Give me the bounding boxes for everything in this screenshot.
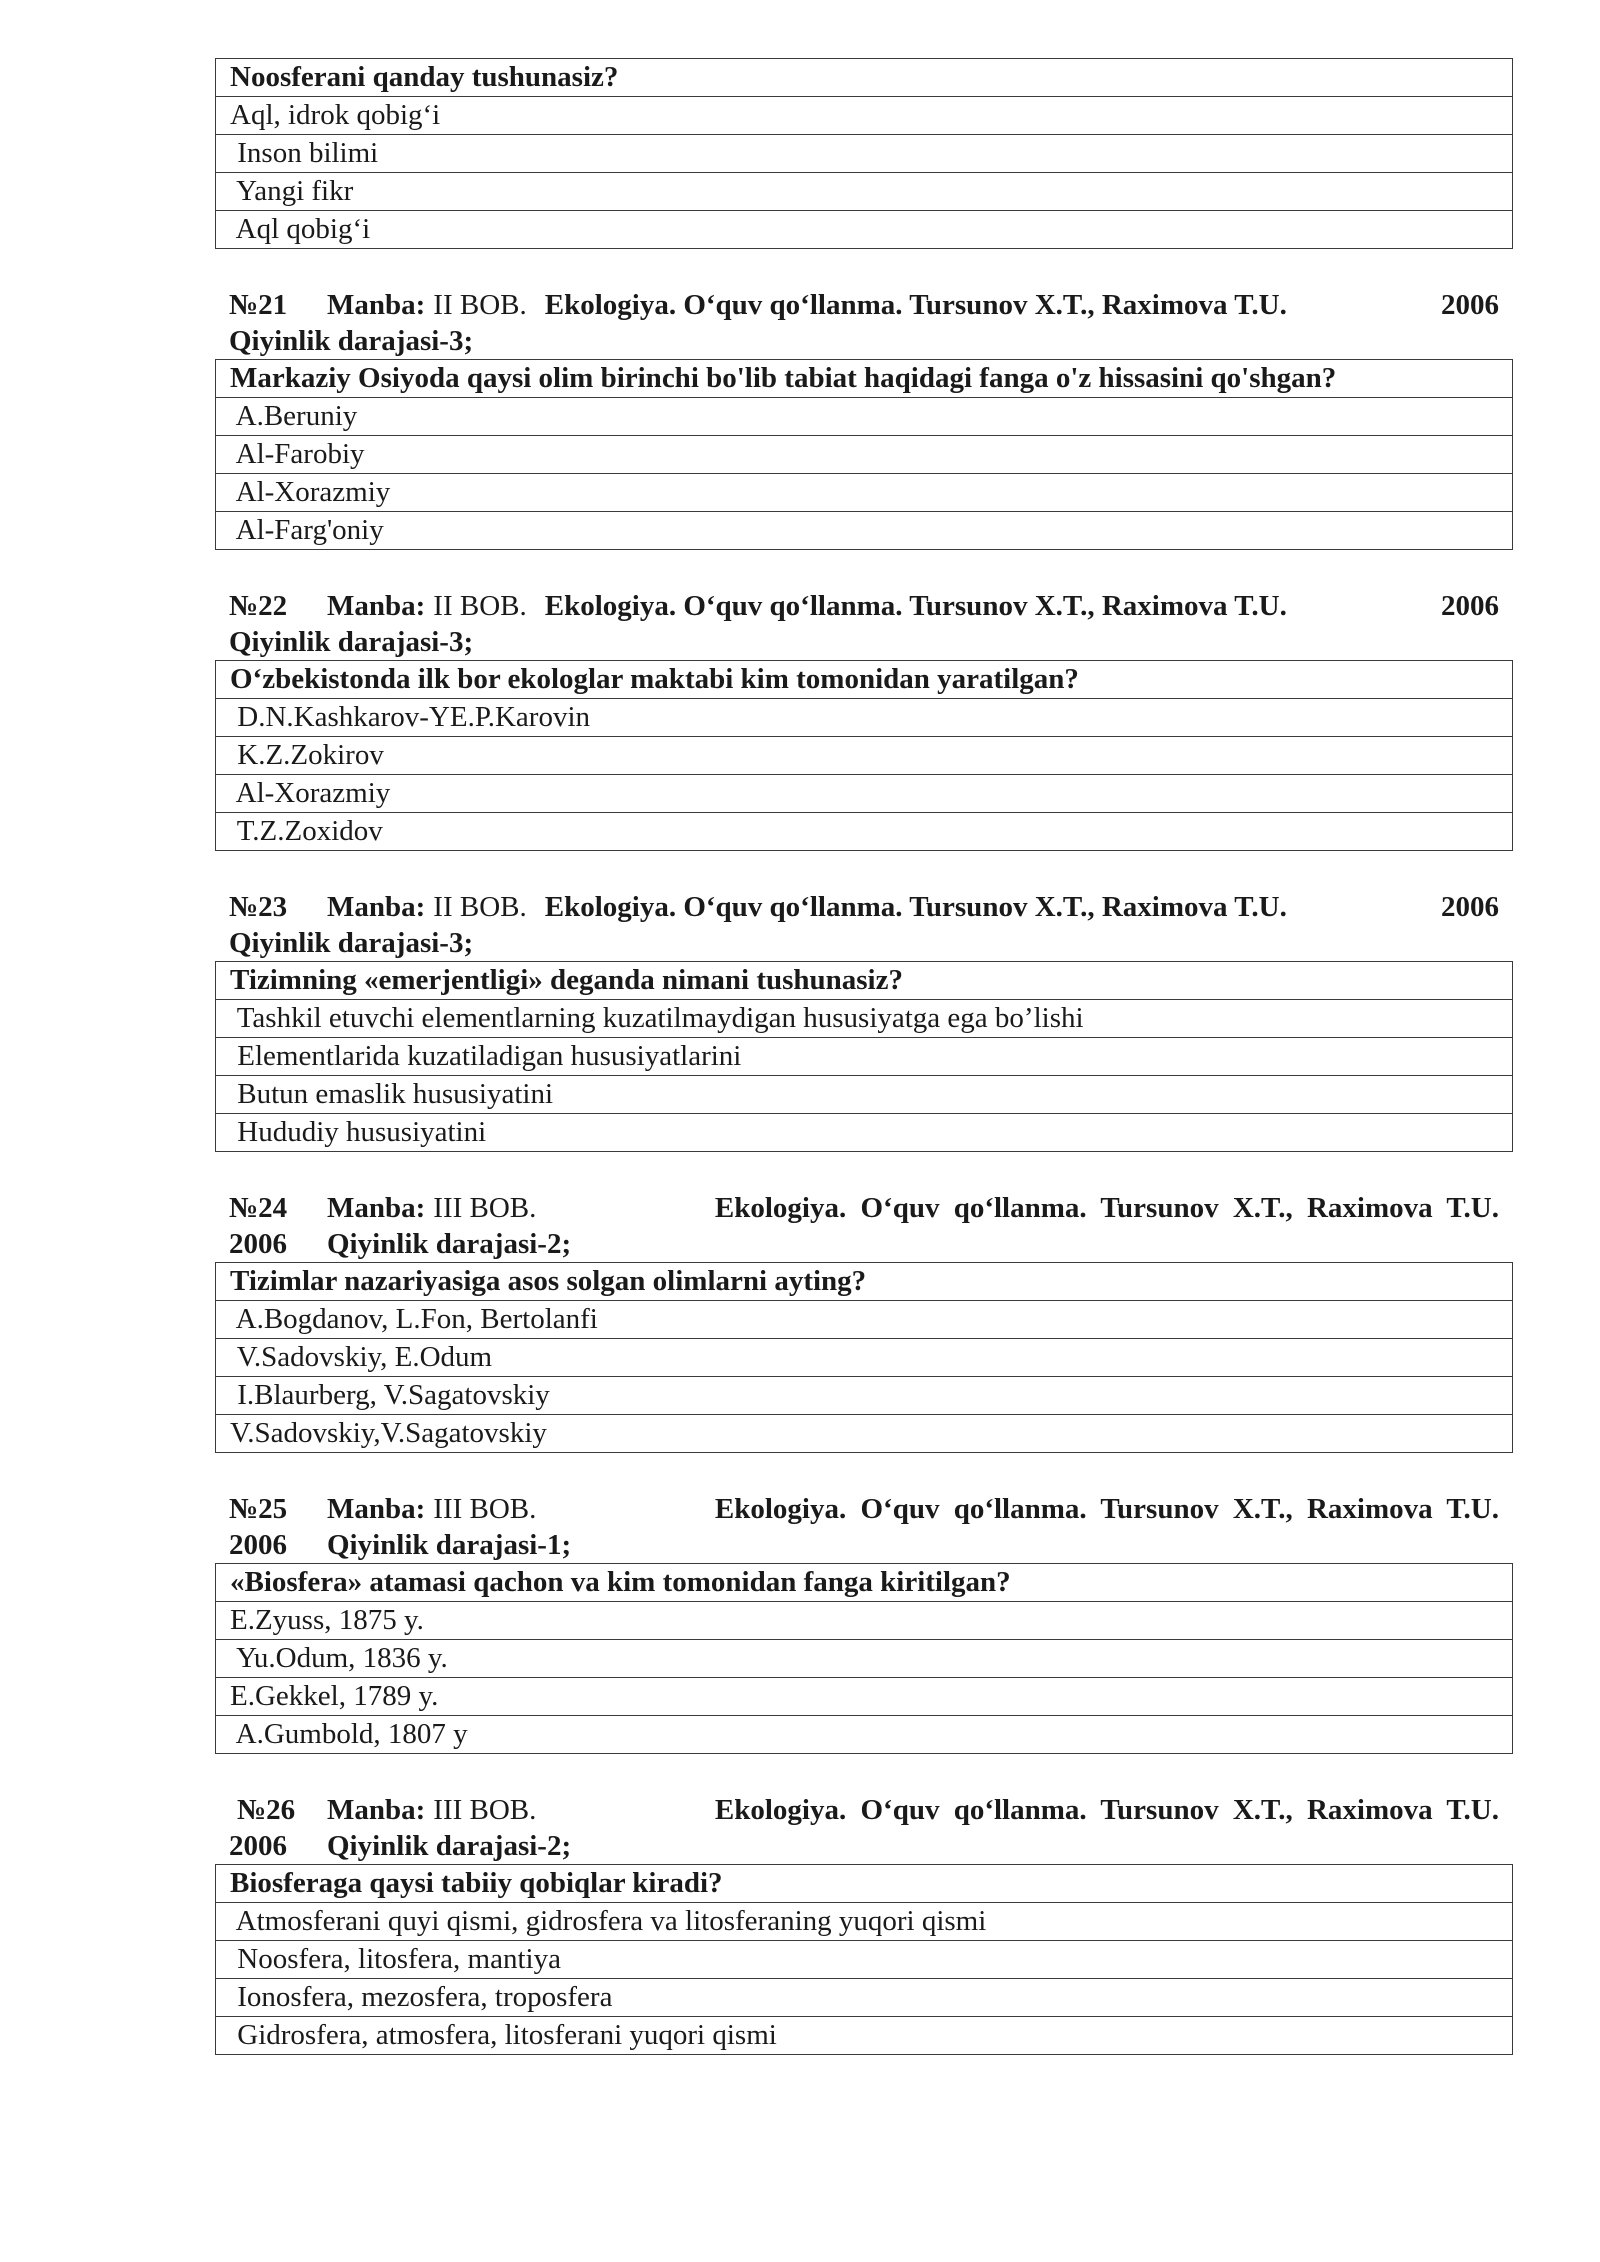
question-table	[215, 961, 1513, 1152]
answer-option: V.Sadovskiy,V.Sagatovskiy	[216, 1415, 1513, 1453]
answer-option: Hududiy hususiyatini	[216, 1114, 1513, 1152]
question-number: №25	[229, 1493, 288, 1525]
chapter-label: III BOB.	[433, 1493, 537, 1525]
difficulty-level: Qiyinlik darajasi-3;	[229, 626, 474, 658]
answer-option: I.Blaurberg, V.Sagatovskiy	[216, 1377, 1513, 1415]
question-number: №26	[237, 1794, 296, 1826]
source-year: 2006	[229, 1228, 287, 1260]
difficulty-level: Qiyinlik darajasi-2;	[327, 1830, 572, 1862]
question-text: Biosferaga qaysi tabiiy qobiqlar kiradi?	[216, 1865, 1513, 1903]
answer-option: Noosfera, litosfera, mantiya	[216, 1941, 1513, 1979]
question-header	[215, 889, 1513, 961]
question-text: Markaziy Osiyoda qaysi olim birinchi bo'lib tabiat haqidagi fanga o'z hissasini qo'shgan?	[216, 360, 1513, 398]
answer-option: E.Gekkel, 1789 y.	[216, 1678, 1513, 1716]
answer-option: D.N.Kashkarov-YE.P.Karovin	[216, 699, 1513, 737]
answer-option: Al-Xorazmiy	[216, 775, 1513, 813]
question-table	[215, 1864, 1513, 2055]
answer-option: Yangi fikr	[216, 173, 1513, 211]
question-table	[215, 1563, 1513, 1754]
answer-option: A.Beruniy	[216, 398, 1513, 436]
source-title: Ekologiya. O‘quv qo‘llanma. Tursunov X.T., Raximova T.U.	[714, 1493, 1499, 1525]
answer-option: E.Zyuss, 1875 y.	[216, 1602, 1513, 1640]
question-text: Noosferani qanday tushunasiz?	[216, 59, 1513, 97]
question-number: №22	[229, 590, 288, 622]
answer-option: T.Z.Zoxidov	[216, 813, 1513, 851]
source-label: Manba:	[327, 289, 426, 321]
source-title: Ekologiya. O‘quv qo‘llanma. Tursunov X.T., Raximova T.U.	[544, 590, 1287, 622]
answer-option: V.Sadovskiy, E.Odum	[216, 1339, 1513, 1377]
difficulty-level: Qiyinlik darajasi-2;	[327, 1228, 572, 1260]
question-header	[215, 1491, 1513, 1563]
chapter-label: II BOB.	[433, 891, 527, 923]
difficulty-level: Qiyinlik darajasi-3;	[229, 325, 474, 357]
question-text: Tizimning «emerjentligi» deganda nimani tushunasiz?	[216, 962, 1513, 1000]
source-year: 2006	[1441, 289, 1499, 321]
source-label: Manba:	[327, 1794, 426, 1826]
question-number: №24	[229, 1192, 288, 1224]
source-title: Ekologiya. O‘quv qo‘llanma. Tursunov X.T., Raximova T.U.	[714, 1192, 1499, 1224]
difficulty-level: Qiyinlik darajasi-1;	[327, 1529, 572, 1561]
question-text: Tizimlar nazariyasiga asos solgan olimlarni ayting?	[216, 1263, 1513, 1301]
question-table	[215, 660, 1513, 851]
chapter-label: II BOB.	[433, 590, 527, 622]
answer-option: Atmosferani quyi qismi, gidrosfera va litosferaning yuqori qismi	[216, 1903, 1513, 1941]
question-number: №23	[229, 891, 288, 923]
source-title: Ekologiya. O‘quv qo‘llanma. Tursunov X.T., Raximova T.U.	[544, 891, 1287, 923]
answer-option: Al-Farobiy	[216, 436, 1513, 474]
difficulty-level: Qiyinlik darajasi-3;	[229, 927, 474, 959]
source-year: 2006	[229, 1830, 287, 1862]
question-table	[215, 58, 1513, 249]
source-label: Manba:	[327, 891, 426, 923]
question-text: O‘zbekistonda ilk bor ekologlar maktabi kim tomonidan yaratilgan?	[216, 661, 1513, 699]
answer-option: Elementlarida kuzatiladigan hususiyatlarini	[216, 1038, 1513, 1076]
chapter-label: II BOB.	[433, 289, 527, 321]
answer-option: Al-Xorazmiy	[216, 474, 1513, 512]
source-title: Ekologiya. O‘quv qo‘llanma. Tursunov X.T., Raximova T.U.	[714, 1794, 1499, 1826]
answer-option: Al-Farg'oniy	[216, 512, 1513, 550]
chapter-label: III BOB.	[433, 1794, 537, 1826]
answer-option: Butun emaslik hususiyatini	[216, 1076, 1513, 1114]
source-label: Manba:	[327, 1192, 426, 1224]
source-year: 2006	[1441, 590, 1499, 622]
answer-option: Tashkil etuvchi elementlarning kuzatilmaydigan hususiyatga ega bo’lishi	[216, 1000, 1513, 1038]
question-table	[215, 1262, 1513, 1453]
question-text: «Biosfera» atamasi qachon va kim tomonidan fanga kiritilgan?	[216, 1564, 1513, 1602]
source-year: 2006	[229, 1529, 287, 1561]
chapter-label: III BOB.	[433, 1192, 537, 1224]
answer-option: Aql, idrok qobig‘i	[216, 97, 1513, 135]
source-label: Manba:	[327, 1493, 426, 1525]
question-table	[215, 359, 1513, 550]
answer-option: A.Bogdanov, L.Fon, Bertolanfi	[216, 1301, 1513, 1339]
question-number: №21	[229, 289, 288, 321]
document-page	[215, 58, 1513, 2055]
question-header	[215, 1792, 1513, 1864]
answer-option: Inson bilimi	[216, 135, 1513, 173]
answer-option: Ionosfera, mezosfera, troposfera	[216, 1979, 1513, 2017]
answer-option: K.Z.Zokirov	[216, 737, 1513, 775]
answer-option: Aql qobig‘i	[216, 211, 1513, 249]
question-header	[215, 287, 1513, 359]
answer-option: Gidrosfera, atmosfera, litosferani yuqori qismi	[216, 2017, 1513, 2055]
source-year: 2006	[1441, 891, 1499, 923]
source-title: Ekologiya. O‘quv qo‘llanma. Tursunov X.T., Raximova T.U.	[544, 289, 1287, 321]
question-header	[215, 588, 1513, 660]
answer-option: A.Gumbold, 1807 y	[216, 1716, 1513, 1754]
answer-option: Yu.Odum, 1836 y.	[216, 1640, 1513, 1678]
source-label: Manba:	[327, 590, 426, 622]
question-header	[215, 1190, 1513, 1262]
